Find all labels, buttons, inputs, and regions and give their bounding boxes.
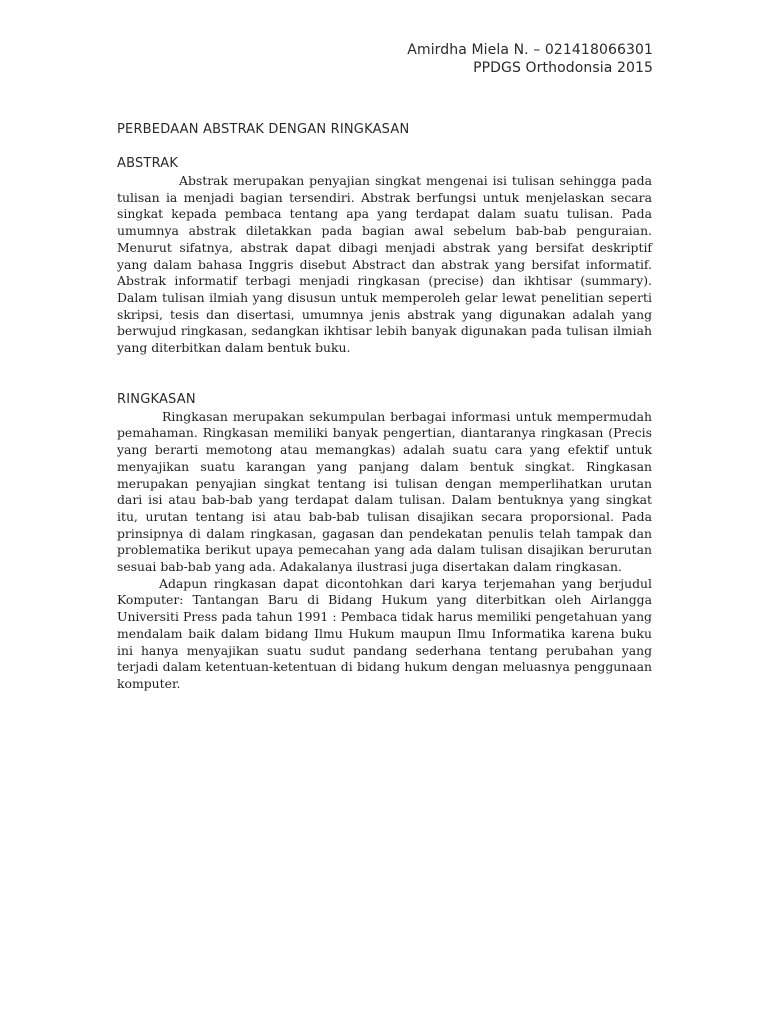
ringkasan-paragraph-2: Adapun ringkasan dapat dicontohkan dari karya terjemahan yang berjudul Komputer: Tantangan Baru di Bidang Hukum yang diterbitkan oleh Airlangga Universiti Press pada tahun 1991 : Pembaca tidak harus memiliki pengetahuan yang mendalam baik dalam bidang Ilmu Hukum maupun Ilmu Informatika karena buku ini hanya menyajikan suatu sudut pandang sederhana tentang perubahan yang terjadi dalam ketentuan-ketentuan di bidang hukum dengan meluasnya penggunaan komputer.	[117, 575, 652, 691]
ringkasan-paragraph-1: Ringkasan merupakan sekumpulan berbagai informasi untuk mempermudah pemahaman. Ringkasan memiliki banyak pengertian, diantaranya ringkasan (Precis yang berarti memotong atau memangkas) adalah suatu cara yang efektif untuk menyajikan suatu karangan yang panjang dalam bentuk singkat. Ringkasan merupakan penyajian singkat tentang isi tulisan dengan memperlihatkan urutan dari isi atau bab-bab yang terdapat dalam tulisan. Dalam bentuknya yang singkat itu, urutan tentang isi atau bab-bab tulisan disajikan secara proporsional. Pada prinsipnya di dalam ringkasan, gagasan dan pendekatan penulis telah tampak dan problematika berikut upaya pemecahan yang ada dalam tulisan disajikan berurutan sesuai bab-bab yang ada. Adakalanya ilustrasi juga disertakan dalam ringkasan.	[117, 408, 652, 575]
section-abstrak	[117, 155, 652, 357]
abstrak-paragraph: Abstrak merupakan penyajian singkat mengenai isi tulisan sehingga pada tulisan ia menjadi bagian tersendiri. Abstrak berfungsi untuk menjelaskan secara singkat kepada pembaca tentang apa yang terdapat dalam suatu tulisan. Pada umumnya abstrak diletakkan pada bagian awal sebelum bab-bab penguraian. Menurut sifatnya, abstrak dapat dibagi menjadi abstrak yang bersifat deskriptif yang dalam bahasa Inggris disebut Abstract dan abstrak yang bersifat informatif. Abstrak informatif terbagi menjadi ringkasan (precise) dan ikhtisar (summary). Dalam tulisan ilmiah yang disusun untuk memperoleh gelar lewat penelitian seperti skripsi, tesis dan disertasi, umumnya jenis abstrak yang digunakan adalah yang berwujud ringkasan, sedangkan ikhtisar lebih banyak digunakan pada tulisan ilmiah yang diterbitkan dalam bentuk buku.	[117, 173, 652, 356]
section-spacer	[117, 357, 652, 391]
section-heading-abstrak: ABSTRAK	[117, 156, 179, 171]
section-ringkasan	[117, 391, 652, 693]
author-info	[407, 41, 653, 77]
document-body	[117, 121, 652, 693]
section-heading-ringkasan: RINGKASAN	[117, 391, 196, 407]
document-title: PERBEDAAN ABSTRAK DENGAN RINGKASAN	[117, 122, 410, 137]
program-line: PPDGS Orthodonsia 2015	[473, 60, 653, 76]
author-name-line: Amirdha Miela N. – 021418066301	[407, 42, 653, 58]
